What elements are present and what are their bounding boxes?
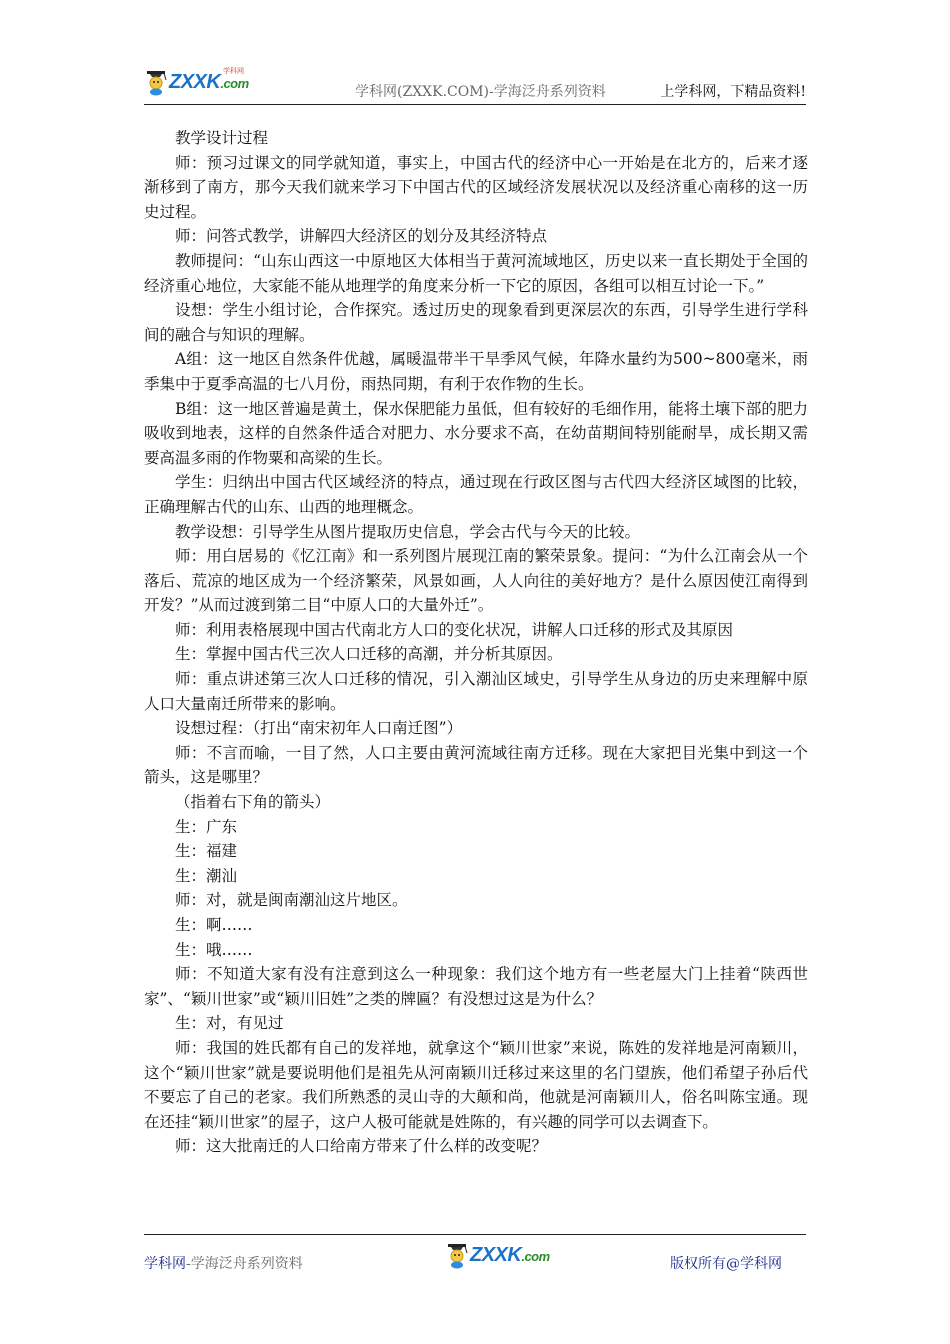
paragraph: 学生：归纳出中国古代区域经济的特点，通过现在行政区图与古代四大经济区域图的比较，正确理解古代的山东、山西的地理概念。 [144,473,808,516]
section-heading: 教学设计过程 [175,129,269,147]
document-body [144,126,808,1159]
paragraph: A组：这一地区自然条件优越，属暖温带半干旱季风气候，年降水量约为500~800毫米，雨季集中于夏季高温的七八月份，雨热同期，有利于农作物的生长。 [144,350,808,393]
page-footer [144,1234,806,1275]
paragraph: 教师提问：“山东山西这一中原地区大体相当于黄河流域地区，历史以来一直长期处于全国的经济重心地位，大家能不能从地理学的角度来分析一下它的原因，各组可以相互讨论一下。” [144,251,808,295]
paragraph: 生：对，有见过 [175,1014,284,1033]
paragraph: 生：哦…… [175,940,253,959]
footer-zxxk-logo[interactable] [445,1241,550,1269]
paragraph: 师：利用表格展现中国古代南北方人口的变化状况，讲解人口迁移的形式及其原因 [175,620,734,639]
logo-text: ZXXK [169,70,221,93]
header-site-title[interactable]: 学科网(ZXXK.COM)-学海泛舟系列资料 [355,84,606,100]
paragraph: 师：预习过课文的同学就知道，事实上，中国古代的经济中心一开始是在北方的，后来才逐渐移到了南方，那今天我们就来学习下中国古代的区域经济发展状况以及经济重心南移的这一历史过程。 [144,153,808,221]
paragraph: 师：重点讲述第三次人口迁移的情况，引入潮汕区域史，引导学生从身边的历史来理解中原人口大量南迁所带来的影响。 [144,670,808,713]
paragraph: B组：这一地区普遍是黄土，保水保肥能力虽低，但有较好的毛细作用，能将土壤下部的肥力吸收到地表，这样的自然条件适合对肥力、水分要求不高，在幼苗期间特别能耐旱，成长期又需要高温多雨的作物粟和高梁的生长。 [144,399,808,467]
paragraph: （指着右下角的箭头） [175,793,331,812]
paragraph: 师：不知道大家有没有注意到这么一种现象：我们这个地方有一些老屋大门上挂着“陕西世家”、“颖川世家”或“颖川旧姓”之类的牌匾？有没想过这是为什么？ [144,965,808,1008]
paragraph: 师：这大批南迁的人口给南方带来了什么样的改变呢？ [175,1137,548,1156]
footer-logo-text: ZXXK [470,1243,522,1266]
paragraph: 设想过程：（打出“南宋初年人口南迁图”） [175,719,463,738]
footer-site-name[interactable] [144,1253,303,1273]
paragraph: 生：掌握中国古代三次人口迁移的高潮，并分析其原因。 [175,645,563,664]
paragraph: 生：广东 [175,817,238,836]
header-slogan: 上学科网，下精品资料! [660,84,806,100]
paragraph: 师：问答式教学，讲解四大经济区的划分及其经济特点 [175,227,548,246]
footer-copyright[interactable]: 版权所有@学科网 [670,1256,782,1272]
mascot-icon [445,1241,469,1269]
footer-series-name: -学海泛舟系列资料 [186,1256,303,1272]
paragraph: 师：对，就是闽南潮汕这片地区。 [175,891,408,910]
footer-logo-domain: .com [521,1248,550,1264]
footer-site-brand: 学科网 [144,1256,186,1272]
paragraph: 生：潮汕 [175,866,238,885]
paragraph: 师：我国的姓氏都有自己的发祥地，就拿这个“颖川世家”来说，陈姓的发祥地是河南颖川，这个“颖川世家”就是要说明他们是祖先从河南颖川迁移过来这里的名门望族，他们希望子孙后代不要忘了自己的老家。我们所熟悉的灵山寺的大颠和尚，他就是河南颖川人，俗名叫陈宝通。现在还挂“颖川世家”的屋子，这户人极可能就是姓陈的，有兴趣的同学可以去调查下。 [144,1038,808,1131]
paragraph: 师：用白居易的《忆江南》和一系列图片展现江南的繁荣景象。提问：“为什么江南会从一个落后、荒凉的地区成为一个经济繁荣，风景如画，人人向往的美好地方？是什么原因使江南得到开发？”从而过渡到第二目“中原人口的大量外迁”。 [144,547,808,615]
paragraph: 生：啊…… [175,916,253,934]
logo-domain: .com [220,75,249,91]
paragraph: 设想：学生小组讨论，合作探究。透过历史的现象看到更深层次的东西，引导学生进行学科间的融合与知识的理解。 [144,301,808,344]
paragraph: 师：不言而喻，一目了然，人口主要由黄河流域往南方迁移。现在大家把目光集中到这一个箭头，这是哪里？ [144,743,808,787]
paragraph: 生：福建 [175,842,238,861]
logo-subtitle: 学科网 [223,68,244,75]
mascot-icon [144,68,168,96]
page-header [144,66,806,105]
paragraph: 教学设想：引导学生从图片提取历史信息，学会古代与今天的比较。 [175,522,641,541]
